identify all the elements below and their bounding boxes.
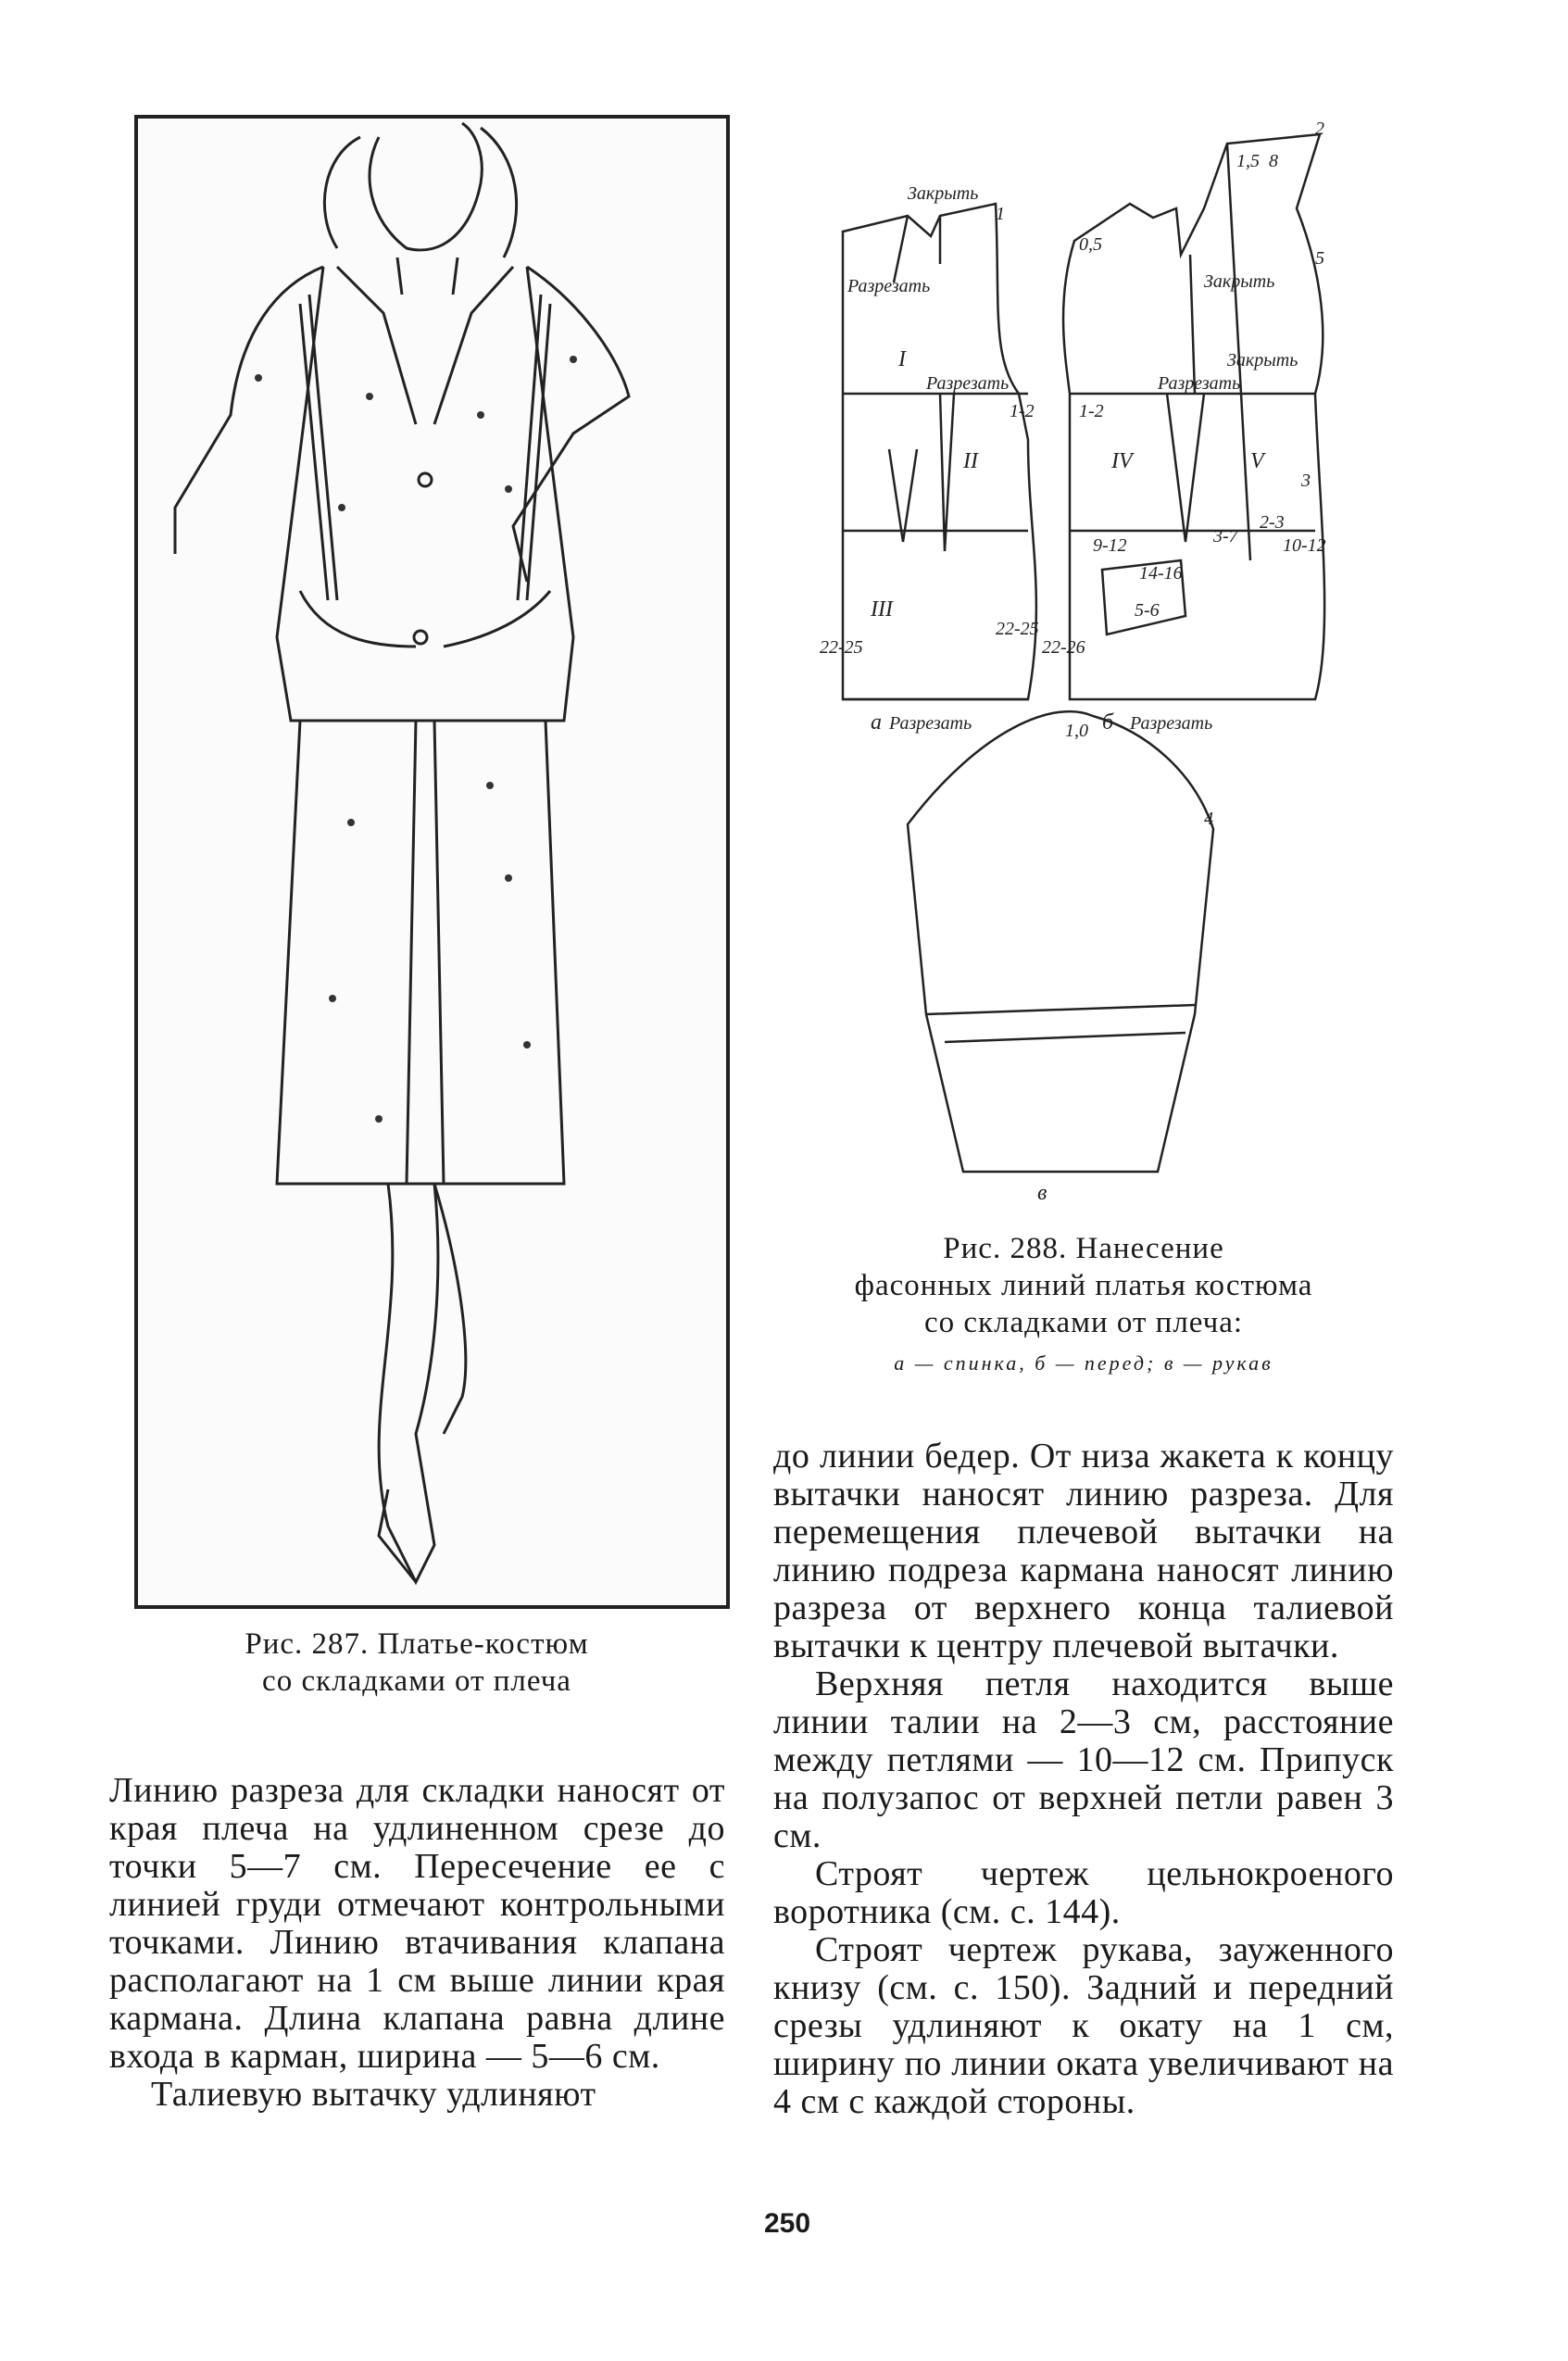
caption-287-line2: со складками от плеча — [262, 1664, 571, 1698]
label-4: 4 — [1204, 809, 1213, 829]
label-roman-IV: IV — [1111, 449, 1133, 473]
caption-288-line4: а — спинка, б — перед; в — рукав — [894, 1351, 1273, 1375]
figure-288-pattern — [815, 116, 1343, 1209]
label-22-25-mid: 22-25 — [996, 619, 1039, 639]
label-razrezat-front: Разрезать — [1158, 373, 1241, 394]
label-0-5: 0,5 — [1079, 234, 1102, 255]
label-5: 5 — [1315, 248, 1324, 269]
label-zakryt3: Закрыть — [1227, 350, 1298, 370]
right-paragraph-1: до линии бедер. От низа жакета к концу вытачки наносят линию разреза. Для перемещения плечевой вытачки на линию подреза кармана наносят линию разреза от верхнего конца талиевой вытачки к центру плечевой вытачки. — [773, 1437, 1394, 1665]
label-22-25-left: 22-25 — [820, 637, 863, 658]
label-1-2a: 1-2 — [1010, 401, 1035, 421]
page-number: 250 — [763, 2208, 811, 2239]
label-roman-II: II — [963, 449, 978, 473]
skirt-outline — [277, 721, 564, 1184]
label-zakryt2: Закрыть — [1204, 271, 1275, 292]
label-roman-V: V — [1250, 449, 1264, 473]
caption-287-line1: Рис. 287. Платье-костюм — [245, 1627, 589, 1661]
left-paragraph-1: Линию разреза для складки наносят от края плеча на удлиненном срезе до точки 5—7 см. Пересечение ее с линией груди отмечают контрольными точками. Линию втачивания клапана располагают на 1 см выше линии края кармана. Длина клапана равна длине входа в карман, ширина — 5—6 см. — [109, 1771, 725, 2076]
caption-288-line1: Рис. 288. Нанесение — [943, 1232, 1224, 1265]
label-3-7: 3-7 — [1213, 526, 1238, 546]
right-paragraph-4: Строят чертеж рукава, зауженного книзу (см. с. 150). Задний и передний срезы удлиняют к окату на 1 см, ширину по линии оката увеличивают на 4 см с каждой стороны. — [773, 1930, 1394, 2121]
label-1-5: 1,5 — [1236, 151, 1260, 171]
label-14-16: 14-16 — [1139, 563, 1183, 584]
label-b: б — [1102, 710, 1114, 735]
label-2: 2 — [1315, 119, 1324, 139]
label-razrezat-bottom-a: Разрезать — [889, 713, 972, 734]
jacket-outline — [277, 267, 573, 721]
label-roman-I: I — [898, 347, 906, 371]
dress-suit-drawing — [138, 119, 726, 1605]
label-zakryt1: Закрыть — [908, 183, 979, 204]
label-razrezat1: Разрезать — [847, 276, 931, 296]
figure-288-caption — [806, 1230, 1361, 1382]
label-v: в — [1037, 1181, 1047, 1205]
back-darts — [889, 394, 954, 551]
caption-288-line2: фасонных линий платья костюма — [854, 1269, 1313, 1302]
figure-287-caption — [185, 1626, 648, 1700]
right-text-column — [773, 1438, 1394, 2121]
label-razrezat-back: Разрезать — [926, 373, 1010, 394]
label-a: а — [871, 710, 882, 735]
left-paragraph-2: Талиевую вытачку удлиняют — [151, 2075, 596, 2114]
head-outline — [370, 123, 482, 250]
label-razrezat-bottom-b: Разрезать — [1130, 713, 1213, 734]
lapels — [337, 267, 513, 424]
right-paragraph-2: Верхняя петля находится выше линии талии на 2—3 см, расстояние между петлями — 10—12 см. Припуск на полузапос от верхней петли равен 3 см. — [773, 1664, 1394, 1855]
label-roman-III: III — [871, 597, 893, 622]
sleeve-piece — [908, 711, 1213, 1172]
label-5-6: 5-6 — [1135, 600, 1160, 621]
label-22-26: 22-26 — [1042, 637, 1085, 658]
label-1-2b: 1-2 — [1079, 401, 1104, 421]
pattern-drawing — [815, 116, 1343, 1209]
label-2-3: 2-3 — [1260, 512, 1285, 533]
label-9-12: 9-12 — [1093, 535, 1127, 556]
label-1: 1 — [996, 204, 1005, 224]
figure-287-illustration — [134, 115, 730, 1609]
right-paragraph-3: Строят чертеж цельнокроеного воротника (см. с. 144). — [773, 1854, 1394, 1931]
label-1-0: 1,0 — [1065, 721, 1088, 741]
label-3: 3 — [1301, 471, 1311, 491]
label-8: 8 — [1269, 151, 1278, 171]
caption-288-line3: со складками от плеча: — [923, 1306, 1244, 1339]
legs — [379, 1184, 438, 1582]
left-text-column — [109, 1772, 725, 2114]
label-10-12: 10-12 — [1283, 535, 1326, 556]
